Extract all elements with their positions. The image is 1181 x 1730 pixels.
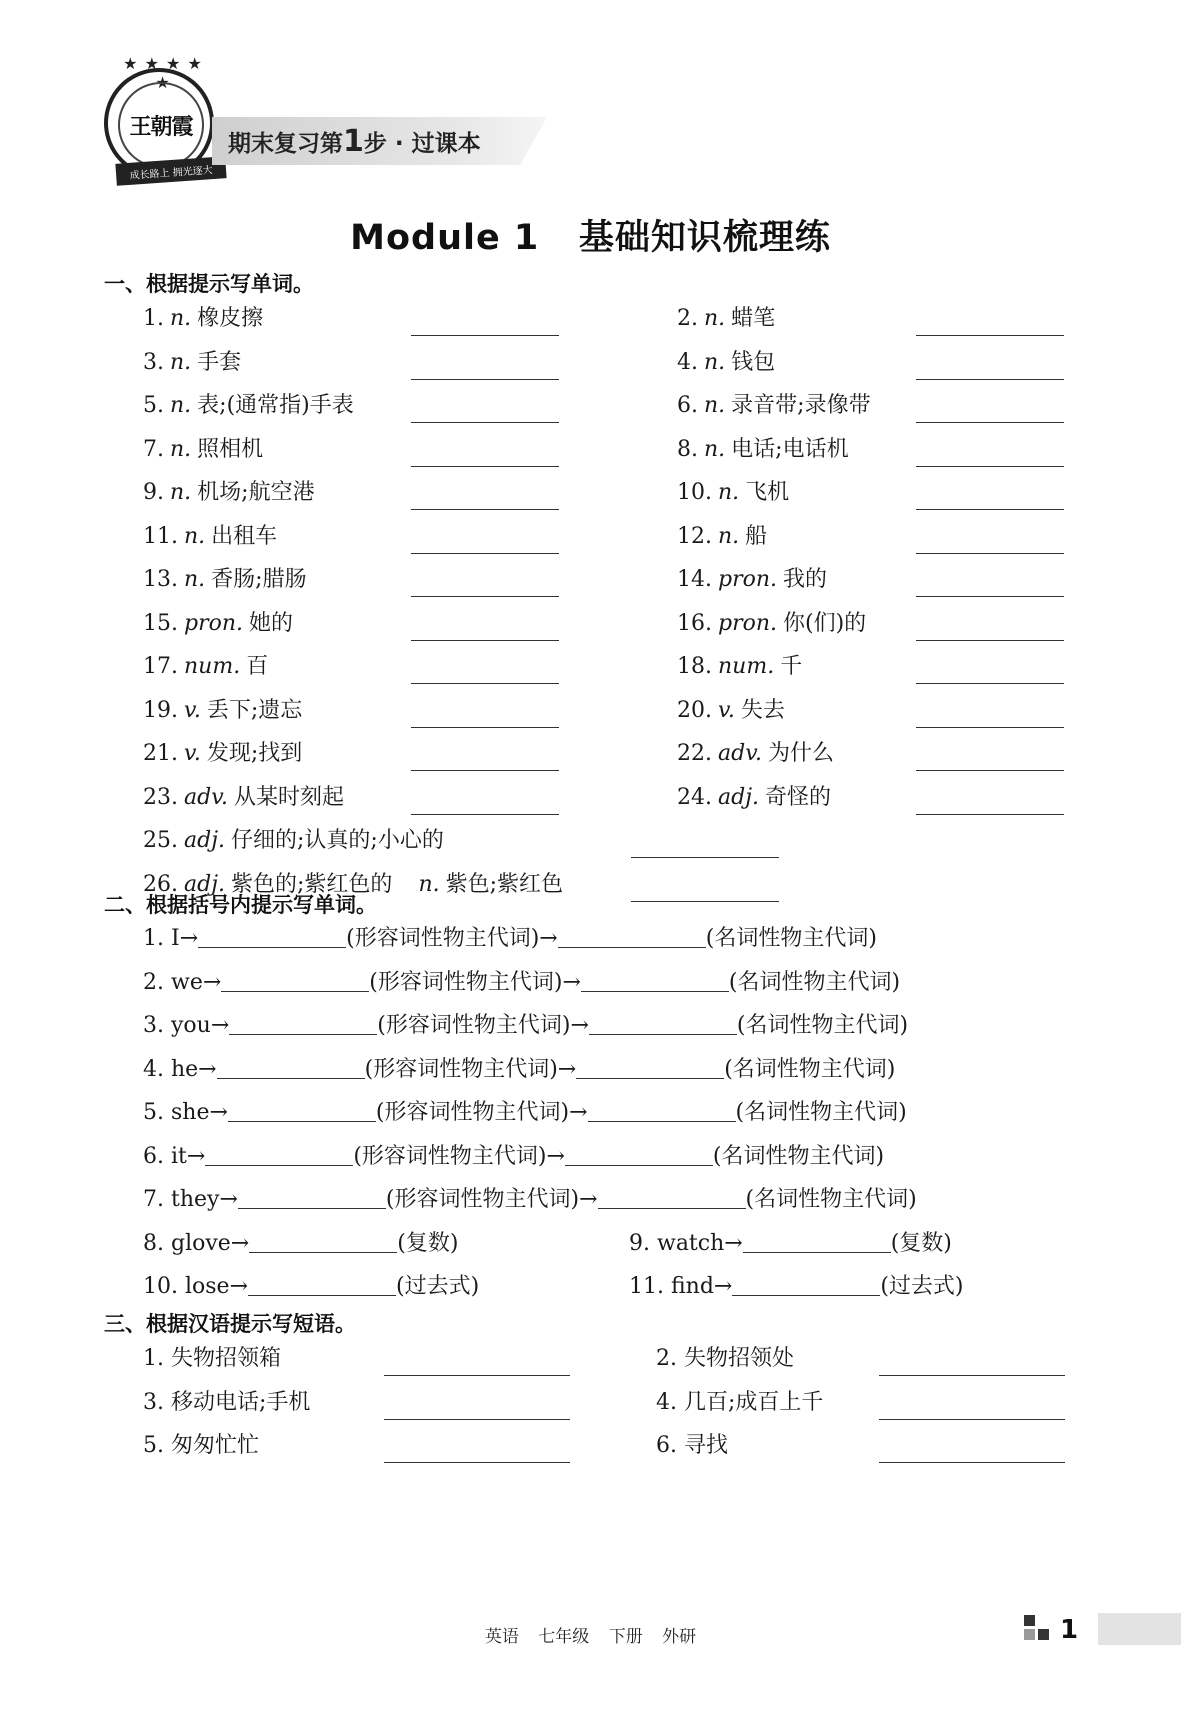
answer-blank[interactable] <box>384 1462 570 1463</box>
answer-blank[interactable] <box>879 1375 1065 1376</box>
word-item <box>677 436 849 462</box>
item-number: 6. <box>677 393 698 418</box>
answer-blank[interactable] <box>384 1419 570 1420</box>
word-item <box>677 569 827 591</box>
hint-adj: (形容词性物主代词) <box>369 969 563 995</box>
part-of-speech: num. <box>718 654 775 679</box>
answer-blank[interactable] <box>879 1462 1065 1463</box>
arrow-icon: → <box>202 969 222 995</box>
pronoun-item <box>143 969 901 995</box>
answer-blank[interactable] <box>205 1164 353 1166</box>
answer-blank[interactable] <box>411 422 559 423</box>
item-hint: 奇怪的 <box>765 784 832 810</box>
part-of-speech: pron. <box>718 567 778 592</box>
item-hint: 失去 <box>740 697 785 723</box>
source-word: 4. he <box>143 1056 199 1082</box>
arrow-icon: → <box>557 1056 577 1082</box>
word-item <box>143 656 268 678</box>
item-number: 26. <box>143 871 178 897</box>
word-item <box>143 743 302 765</box>
answer-blank[interactable] <box>732 1294 880 1296</box>
word-item <box>677 656 802 678</box>
word-item <box>143 784 345 810</box>
item-number: 1. <box>143 306 164 331</box>
item-number: 15. <box>143 610 178 636</box>
answer-blank[interactable] <box>916 466 1064 467</box>
item-number: 17. <box>143 654 178 679</box>
item-hint: 钱包 <box>731 349 776 375</box>
answer-blank[interactable] <box>411 596 559 597</box>
item-number: 9. <box>143 480 164 505</box>
source-word: 3. you <box>143 1013 211 1038</box>
pronoun-item <box>143 1189 917 1211</box>
hint-adj: (形容词性物主代词) <box>377 1013 571 1038</box>
arrow-icon: → <box>539 926 558 951</box>
hint-noun: (名词性物主代词) <box>736 1013 909 1038</box>
answer-blank[interactable] <box>411 379 559 380</box>
answer-blank[interactable] <box>221 990 369 992</box>
answer-blank[interactable] <box>631 901 779 902</box>
arrow-icon: → <box>210 1013 230 1038</box>
phrase-item: 1. 失物招领箱 <box>143 1346 281 1371</box>
decor-square <box>1024 1629 1035 1640</box>
item-hint: 蜡笔 <box>731 306 776 331</box>
part-of-speech: adv. <box>718 741 763 766</box>
item-hint: 紫色的;紫红色的 <box>231 871 393 897</box>
arrow-icon: → <box>713 1274 733 1299</box>
answer-blank[interactable] <box>588 1120 736 1122</box>
item-hint: 她的 <box>249 610 294 636</box>
item-number: 21. <box>143 741 178 766</box>
pronoun-item <box>143 1102 907 1124</box>
answer-blank[interactable] <box>411 727 559 728</box>
part-of-speech: n. <box>718 523 740 549</box>
answer-blank[interactable] <box>228 1120 376 1122</box>
item-number: 18. <box>677 654 712 679</box>
answer-blank[interactable] <box>916 379 1064 380</box>
form-item <box>143 1230 459 1256</box>
source-word: 5. she <box>143 1100 210 1125</box>
item-hint: 电话;电话机 <box>731 436 849 462</box>
part-of-speech: n. <box>170 349 192 375</box>
answer-blank[interactable] <box>916 683 1064 684</box>
answer-blank[interactable] <box>743 1251 891 1253</box>
arrow-icon: → <box>209 1100 228 1125</box>
answer-blank[interactable] <box>411 683 559 684</box>
part-of-speech: n. <box>704 306 726 331</box>
part-of-speech: n. <box>170 436 192 462</box>
answer-blank[interactable] <box>916 335 1064 336</box>
part-of-speech: v. <box>184 697 201 723</box>
page-number: 1 <box>1060 1615 1079 1645</box>
word-item <box>677 349 776 375</box>
item-hint: 你(们)的 <box>783 610 867 636</box>
answer-blank[interactable] <box>411 553 559 554</box>
arrow-icon: → <box>570 1013 589 1038</box>
part-of-speech: n. <box>170 480 192 505</box>
answer-blank[interactable] <box>576 1077 724 1079</box>
item-hint: 橡皮擦 <box>197 306 264 331</box>
item-hint: 千 <box>780 654 803 679</box>
source-word: 2. we <box>143 969 203 995</box>
word-item <box>677 743 834 765</box>
item-number: 16. <box>677 610 712 636</box>
item-number: 5. <box>143 393 164 418</box>
part-of-speech: v. <box>184 741 201 766</box>
part-of-speech: n. <box>184 567 206 592</box>
answer-blank[interactable] <box>916 640 1064 641</box>
phrase-item: 5. 匆匆忙忙 <box>143 1433 259 1458</box>
item-number: 23. <box>143 784 178 810</box>
pronoun-item <box>143 1015 908 1037</box>
word-item <box>677 482 789 504</box>
hint-noun: (名词性物主代词) <box>712 1143 885 1169</box>
answer-blank[interactable] <box>598 1207 746 1209</box>
word-item <box>677 308 775 330</box>
word-item <box>677 610 867 636</box>
item-hint: 丢下;遗忘 <box>206 697 303 723</box>
answer-blank[interactable] <box>916 422 1064 423</box>
answer-blank[interactable] <box>229 1033 377 1035</box>
answer-blank[interactable] <box>631 857 779 858</box>
item-number: 4. <box>677 349 698 375</box>
arrow-icon: → <box>546 1143 565 1169</box>
item-number: 24. <box>677 784 712 810</box>
form-hint: (复数) <box>890 1230 952 1256</box>
arrow-icon: → <box>724 1230 743 1256</box>
page-number-bar <box>1098 1613 1181 1645</box>
hint-adj: (形容词性物主代词) <box>375 1100 570 1125</box>
answer-blank[interactable] <box>198 946 346 948</box>
form-hint: (过去式) <box>396 1274 480 1299</box>
item-hint: 百 <box>246 654 269 679</box>
answer-blank[interactable] <box>916 596 1064 597</box>
section2-title: 二、根据括号内提示写单词。 <box>104 893 377 917</box>
footer-text: 英语 七年级 下册 外研 <box>484 1627 697 1647</box>
item-hint: 出租车 <box>211 523 278 549</box>
word-item <box>143 482 315 504</box>
brand-logo <box>104 54 214 182</box>
form-hint: (复数) <box>397 1230 459 1256</box>
source-word: 8. glove <box>143 1230 231 1256</box>
answer-blank[interactable] <box>916 553 1064 554</box>
answer-blank[interactable] <box>589 1033 737 1035</box>
answer-blank[interactable] <box>411 770 559 771</box>
part-of-speech: adj. <box>184 828 226 853</box>
item-hint: 飞机 <box>745 480 790 505</box>
part-of-speech: n. <box>704 349 726 375</box>
item-number: 3. <box>143 349 164 375</box>
word-item <box>143 349 242 375</box>
form-item <box>629 1276 964 1298</box>
arrow-icon: → <box>219 1187 238 1212</box>
answer-blank[interactable] <box>217 1077 365 1079</box>
answer-blank[interactable] <box>581 990 729 992</box>
item-hint: 我的 <box>783 567 828 592</box>
word-item <box>677 697 785 723</box>
word-item <box>143 523 278 549</box>
arrow-icon: → <box>229 1274 249 1299</box>
item-number: 22. <box>677 741 712 766</box>
form-hint: (过去式) <box>880 1274 964 1299</box>
item-hint: 照相机 <box>197 436 264 462</box>
item-number: 10. <box>677 480 712 505</box>
arrow-icon: → <box>579 1187 598 1212</box>
part-of-speech: adj. <box>718 784 760 810</box>
word-item <box>143 830 444 852</box>
item-hint: 表;(通常指)手表 <box>197 393 354 418</box>
source-word: 7. they <box>143 1187 220 1212</box>
phrase-item: 6. 寻找 <box>656 1433 728 1458</box>
word-item <box>143 308 263 330</box>
part-of-speech: n. <box>184 523 206 549</box>
item-number: 11. <box>143 523 178 549</box>
answer-blank[interactable] <box>411 640 559 641</box>
hint-noun: (名词性物主代词) <box>728 969 901 995</box>
arrow-icon: → <box>179 926 199 951</box>
arrow-icon: → <box>562 969 581 995</box>
answer-blank[interactable] <box>384 1375 570 1376</box>
source-word: 11. find <box>629 1274 714 1299</box>
part-of-speech: n. <box>170 393 192 418</box>
pronoun-item <box>143 1143 885 1169</box>
arrow-icon: → <box>198 1056 217 1082</box>
hint-noun: (名词性物主代词) <box>724 1056 896 1082</box>
item-hint: 录音带;录像带 <box>731 393 871 418</box>
stars-icon: ★ ★ ★ ★ ★ <box>123 54 203 92</box>
source-word: 1. I <box>143 926 180 951</box>
banner-text <box>228 124 481 159</box>
answer-blank[interactable] <box>558 946 706 948</box>
answer-blank[interactable] <box>238 1207 386 1209</box>
word-item <box>677 395 871 417</box>
part-of-speech: v. <box>718 697 735 723</box>
item-number: 19. <box>143 697 178 723</box>
part-of-speech: adj. <box>184 871 226 897</box>
item-number: 14. <box>677 567 712 592</box>
brand-ribbon: 成长路上 拥光逐大 <box>115 156 226 186</box>
answer-blank[interactable] <box>249 1251 397 1253</box>
item-number: 25. <box>143 828 178 853</box>
part-of-speech: n. <box>418 871 440 897</box>
hint-adj: (形容词性物主代词) <box>353 1143 547 1169</box>
form-item <box>143 1276 479 1298</box>
hint-adj: (形容词性物主代词) <box>385 1187 580 1212</box>
answer-blank[interactable] <box>411 466 559 467</box>
item-hint: 手套 <box>197 349 242 375</box>
banner-step-number: 1 <box>343 124 364 159</box>
part-of-speech: num. <box>184 654 241 679</box>
hint-noun: (名词性物主代词) <box>705 926 877 951</box>
item-number: 2. <box>677 306 698 331</box>
answer-blank[interactable] <box>916 770 1064 771</box>
word-item <box>143 436 264 462</box>
phrase-item: 4. 几百;成百上千 <box>656 1389 824 1415</box>
part-of-speech: n. <box>704 436 726 462</box>
arrow-icon: → <box>569 1100 588 1125</box>
decor-square <box>1038 1629 1049 1640</box>
arrow-icon: → <box>230 1230 250 1256</box>
item-hint: 香肠;腊肠 <box>211 567 307 592</box>
decor-square <box>1024 1615 1035 1626</box>
banner-suffix: 步 · 过课本 <box>363 131 481 157</box>
banner-prefix: 期末复习第 <box>228 131 343 157</box>
part-of-speech: pron. <box>184 610 244 636</box>
word-item <box>143 697 303 723</box>
page-title: Module 1 基础知识梳理练 <box>350 218 831 258</box>
source-word: 10. lose <box>143 1274 230 1299</box>
section3-title: 三、根据汉语提示写短语。 <box>104 1312 356 1336</box>
part-of-speech: adv. <box>184 784 229 810</box>
item-hint: 发现;找到 <box>206 741 303 766</box>
word-item <box>677 523 768 549</box>
answer-blank[interactable] <box>916 727 1064 728</box>
answer-blank[interactable] <box>248 1294 396 1296</box>
item-hint: 机场;航空港 <box>197 480 315 505</box>
answer-blank[interactable] <box>916 509 1064 510</box>
hint-adj: (形容词性物主代词) <box>346 926 540 951</box>
answer-blank[interactable] <box>879 1419 1065 1420</box>
answer-blank[interactable] <box>411 814 559 815</box>
item-hint: 紫色;紫红色 <box>445 871 564 897</box>
pronoun-item <box>143 928 877 950</box>
item-number: 12. <box>677 523 712 549</box>
source-word: 6. it <box>143 1143 187 1169</box>
answer-blank[interactable] <box>565 1164 713 1166</box>
part-of-speech: n. <box>170 306 192 331</box>
phrase-item: 2. 失物招领处 <box>656 1346 794 1371</box>
hint-noun: (名词性物主代词) <box>745 1187 917 1212</box>
word-item <box>143 610 294 636</box>
item-hint: 从某时刻起 <box>234 784 345 810</box>
source-word: 9. watch <box>629 1230 725 1256</box>
section1-title: 一、根据提示写单词。 <box>104 272 314 296</box>
brand-name: 王朝霞 <box>118 82 204 168</box>
item-hint: 仔细的;认真的;小心的 <box>231 828 444 853</box>
part-of-speech: n. <box>704 393 726 418</box>
word-item <box>143 569 307 591</box>
answer-blank[interactable] <box>916 814 1064 815</box>
item-number: 13. <box>143 567 178 592</box>
part-of-speech: n. <box>718 480 740 505</box>
word-item <box>677 784 832 810</box>
item-number: 8. <box>677 436 698 462</box>
hint-noun: (名词性物主代词) <box>735 1100 907 1125</box>
part-of-speech: pron. <box>718 610 778 636</box>
form-item <box>629 1230 952 1256</box>
hint-adj: (形容词性物主代词) <box>364 1056 558 1082</box>
phrase-item: 3. 移动电话;手机 <box>143 1389 311 1415</box>
item-number: 20. <box>677 697 712 723</box>
arrow-icon: → <box>186 1143 206 1169</box>
answer-blank[interactable] <box>411 335 559 336</box>
pronoun-item <box>143 1056 896 1082</box>
item-hint: 为什么 <box>768 741 835 766</box>
answer-blank[interactable] <box>411 509 559 510</box>
word-item <box>143 395 354 417</box>
item-number: 7. <box>143 436 164 462</box>
item-hint: 船 <box>745 523 768 549</box>
